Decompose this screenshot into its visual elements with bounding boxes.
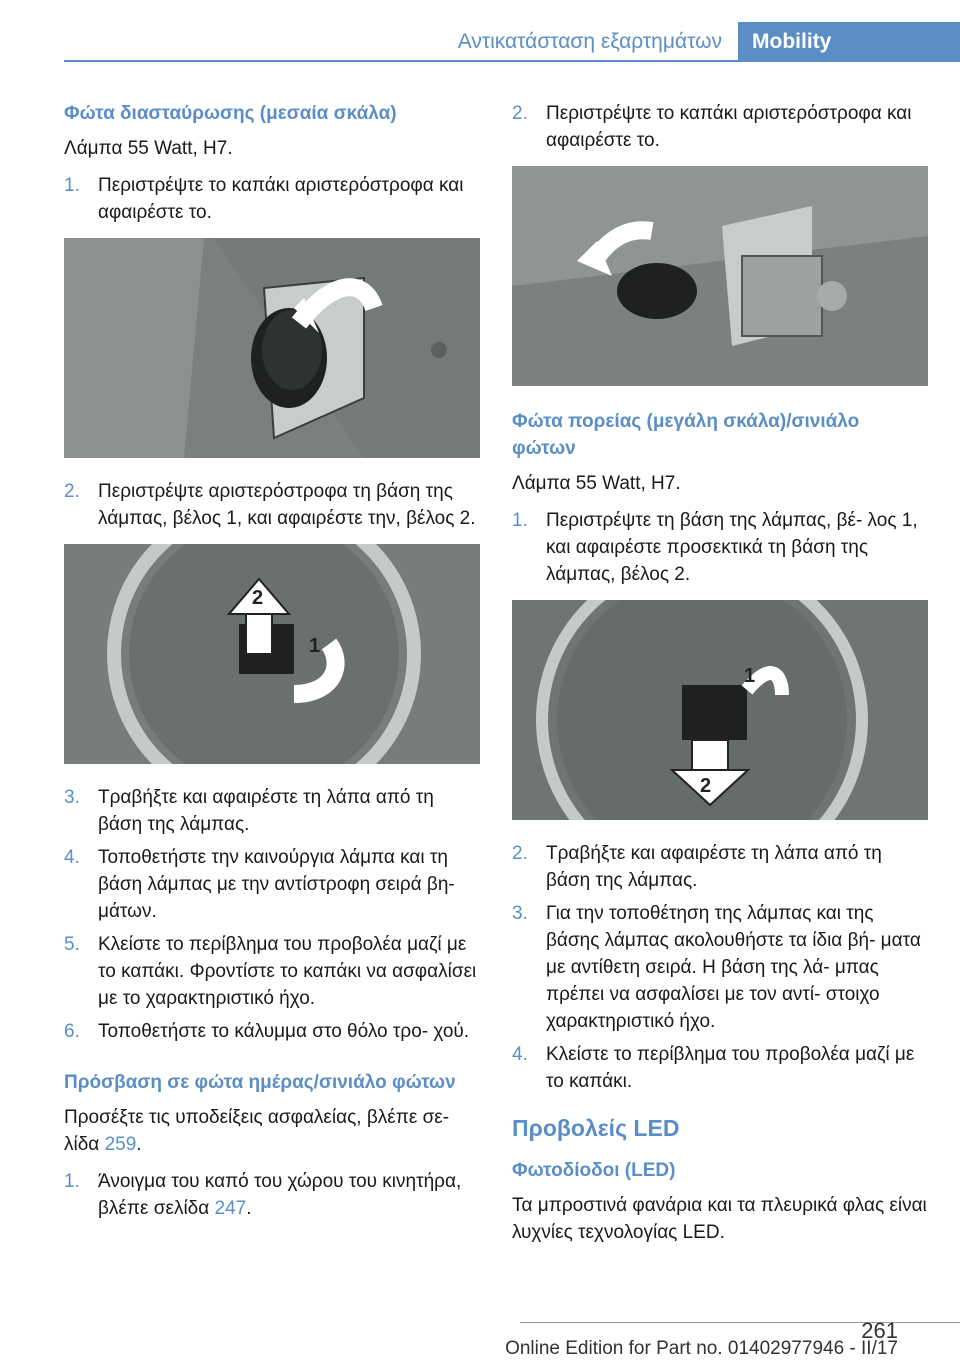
step-text-body: Άνοιγμα του καπό του χώρου του κινητήρα, βλέπε σελίδα bbox=[98, 1171, 462, 1219]
page-link-259[interactable]: 259 bbox=[104, 1134, 137, 1155]
step-text: Τοποθετήστε το κάλυμμα στο θόλο τρο‐ χού. bbox=[98, 1021, 470, 1042]
step-text: Για την τοποθέτηση της λάμπας και της βάσης λάμπας ακολουθήστε τα ίδια βή‐ ματα με αντίθετη σειρά. Η βάση της λά‐ μπας πρέπει να ασφαλίσει με τον αντί‐ στοιχο χαρακτηριστικό ήχο. bbox=[546, 903, 921, 1032]
step-number: 1. bbox=[64, 1171, 80, 1192]
step-number: 6. bbox=[64, 1021, 80, 1042]
step-text: Περιστρέψτε το καπάκι αριστερόστροφα και αφαιρέστε το. bbox=[98, 175, 464, 223]
step-item bbox=[512, 100, 928, 154]
step-item bbox=[512, 507, 928, 588]
step-item bbox=[64, 1018, 480, 1045]
figure-cap-engine-bay bbox=[512, 166, 928, 386]
heading-led-subtitle: Φωτοδίοδοι (LED) bbox=[512, 1160, 676, 1181]
step-number: 3. bbox=[64, 787, 80, 808]
figure-high-beam-socket bbox=[512, 600, 928, 820]
header-section-title: Αντικατάσταση εξαρτημάτων bbox=[457, 30, 722, 53]
heading-daytime-lights: Πρόσβαση σε φώτα ημέρας/σινιάλο φώτων bbox=[64, 1072, 456, 1093]
step-item bbox=[64, 172, 480, 226]
step-number: 5. bbox=[64, 934, 80, 955]
step-text bbox=[98, 1168, 480, 1222]
paragraph-led-info: Τα μπροστινά φανάρια και τα πλευρικά φλας είναι λυχνίες τεχνολογίας LED. bbox=[512, 1195, 927, 1243]
edition-label: Online Edition for Part no. 01402977946 - II/17 bbox=[505, 1338, 898, 1359]
step-item bbox=[512, 900, 928, 1035]
step-text: Τοποθετήστε την καινούργια λάμπα και τη βάση λάμπας με την αντίστροφη σειρά βη‐ μάτων. bbox=[98, 847, 455, 922]
step-number: 2. bbox=[64, 481, 80, 502]
heading-low-beam: Φώτα διασταύρωσης (μεσαία σκάλα) bbox=[64, 103, 397, 124]
step-text: Περιστρέψτε τη βάση της λάμπας, βέ‐ λος 1, και αφαιρέστε προσεκτικά τη βάση της λάμπας, βέλος 2. bbox=[546, 510, 918, 585]
step-number: 1. bbox=[64, 175, 80, 196]
step-item bbox=[64, 478, 480, 532]
left-column bbox=[64, 100, 480, 1228]
step-text: Τραβήξτε και αφαιρέστε τη λάπα από τη βάση της λάμπας. bbox=[546, 843, 882, 891]
arrow-label-1: 1 bbox=[309, 635, 321, 657]
step-text: Περιστρέψτε αριστερόστροφα τη βάση της λάμπας, βέλος 1, και αφαιρέστε την, βέλος 2. bbox=[98, 481, 476, 529]
heading-high-beam: Φώτα πορείας (μεγάλη σκάλα)/σινιάλο φώτων bbox=[512, 411, 860, 459]
figure-cap-removal bbox=[64, 238, 480, 458]
step-number: 2. bbox=[512, 843, 528, 864]
step-item bbox=[64, 931, 480, 1012]
step-number: 4. bbox=[512, 1044, 528, 1065]
figure-bulb-socket bbox=[64, 544, 480, 764]
heading-led-headlights: Προβολείς LED bbox=[512, 1115, 680, 1141]
step-text: Κλείστε το περίβλημα του προβολέα μαζί με το καπάκι. bbox=[546, 1044, 915, 1092]
step-number: 2. bbox=[512, 103, 528, 124]
step-item bbox=[64, 784, 480, 838]
step-item bbox=[64, 844, 480, 925]
page-number: 261 bbox=[861, 1318, 898, 1343]
step-item bbox=[512, 1041, 928, 1095]
step-item bbox=[64, 1168, 480, 1222]
arrow-label-1: 1 bbox=[744, 665, 756, 687]
step-number: 1. bbox=[512, 510, 528, 531]
step-text-end: . bbox=[246, 1198, 252, 1219]
safety-note-text: Προσέξτε τις υποδείξεις ασφαλείας, βλέπε σε‐ λίδα bbox=[64, 1107, 450, 1155]
paragraph-bulb-spec: Λάμπα 55 Watt, H7. bbox=[512, 473, 681, 494]
header-tab-mobility[interactable]: Mobility bbox=[738, 22, 960, 62]
right-column bbox=[512, 100, 928, 1256]
step-number: 4. bbox=[64, 847, 80, 868]
safety-note-end: . bbox=[136, 1134, 142, 1155]
arrow-label-2: 2 bbox=[252, 587, 264, 609]
paragraph-safety-note bbox=[64, 1104, 480, 1158]
step-text: Περιστρέψτε το καπάκι αριστερόστροφα και αφαιρέστε το. bbox=[546, 103, 912, 151]
paragraph-bulb-spec: Λάμπα 55 Watt, H7. bbox=[64, 138, 233, 159]
step-text: Τραβήξτε και αφαιρέστε τη λάπα από τη βάση της λάμπας. bbox=[98, 787, 434, 835]
step-number: 3. bbox=[512, 903, 528, 924]
step-item bbox=[512, 840, 928, 894]
arrow-label-2: 2 bbox=[700, 775, 712, 797]
step-text: Κλείστε το περίβλημα του προβολέα μαζί με το καπάκι. Φροντίστε το καπάκι να ασφαλίσει με το χαρακτηριστικό ήχο. bbox=[98, 934, 477, 1009]
page-link-247[interactable]: 247 bbox=[214, 1198, 247, 1219]
